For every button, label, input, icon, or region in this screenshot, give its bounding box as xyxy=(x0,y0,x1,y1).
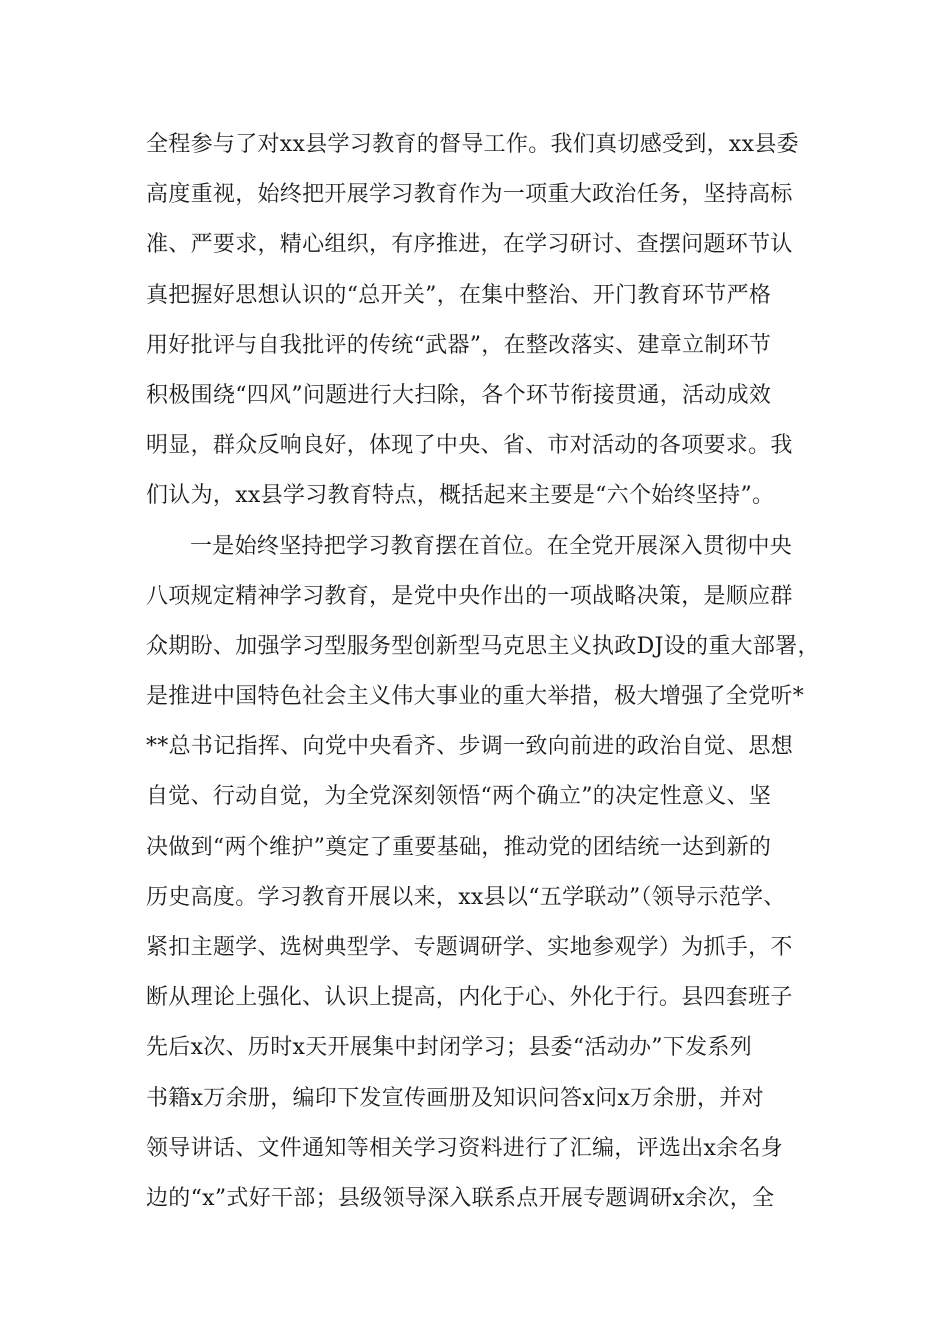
text-line-9: 一是始终坚持把学习教育摆在首位。在全党开展深入贯彻中央 xyxy=(190,533,793,559)
text-line-4: 真把握好思想认识的“总开关”，在集中整治、开门教育环节严格 xyxy=(146,282,772,308)
text-line-17: 紧扣主题学、选树典型学、专题调研学、实地参观学）为抓手，不 xyxy=(146,935,793,960)
text-line-15: 决做到“两个维护”奠定了重要基础，推动党的团结统一达到新的 xyxy=(146,834,772,860)
text-line-6: 积极围绕“四风”问题进行大扫除，各个环节衔接贯通，活动成效 xyxy=(146,382,772,408)
text-line-13: **总书记指挥、向党中央看齐、步调一致向前进的政治自觉、思想 xyxy=(146,734,794,760)
text-line-14: 自觉、行动自觉，为全党深刻领悟“两个确立”的决定性意义、坚 xyxy=(146,784,772,810)
text-line-5: 用好批评与自我批评的传统“武器”，在整改落实、建章立制环节 xyxy=(146,332,772,358)
text-line-7: 明显，群众反响良好，体现了中央、省、市对活动的各项要求。我 xyxy=(146,433,793,459)
text-line-21: 领导讲话、文件通知等相关学习资料进行了汇编，评选出x余名身 xyxy=(146,1135,784,1161)
text-line-8: 们认为，xx县学习教育特点，概括起来主要是“六个始终坚持”。 xyxy=(146,483,775,509)
text-line-3: 准、严要求，精心组织，有序推进，在学习研讨、查摆问题环节认 xyxy=(146,232,793,258)
text-line-1: 全程参与了对xx县学习教育的督导工作。我们真切感受到，xx县委 xyxy=(146,132,799,157)
text-line-2: 高度重视，始终把开展学习教育作为一项重大政治任务，坚持高标 xyxy=(146,182,793,208)
text-line-22: 边的“x”式好干部；县级领导深入联系点开展专题调研x余次，全 xyxy=(146,1185,775,1211)
text-line-10: 八项规定精神学习教育，是党中央作出的一项战略决策，是顺应群 xyxy=(146,583,793,609)
text-line-18: 断从理论上强化、认识上提高，内化于心、外化于行。县四套班子 xyxy=(146,985,793,1011)
text-line-19: 先后x次、历时x天开展集中封闭学习；县委“活动办”下发系列 xyxy=(146,1035,753,1061)
text-line-20: 书籍x万余册，编印下发宣传画册及知识问答x问x万余册，并对 xyxy=(146,1085,764,1111)
text-line-11: 众期盼、加强学习型服务型创新型马克思主义执政DJ设的重大部署， xyxy=(146,633,820,659)
text-line-12: 是推进中国特色社会主义伟大事业的重大举措，极大增强了全党听* xyxy=(146,684,805,710)
body-text xyxy=(146,120,826,1224)
text-line-16: 历史高度。学习教育开展以来，xx县以“五学联动”（领导示范学、 xyxy=(146,884,786,910)
